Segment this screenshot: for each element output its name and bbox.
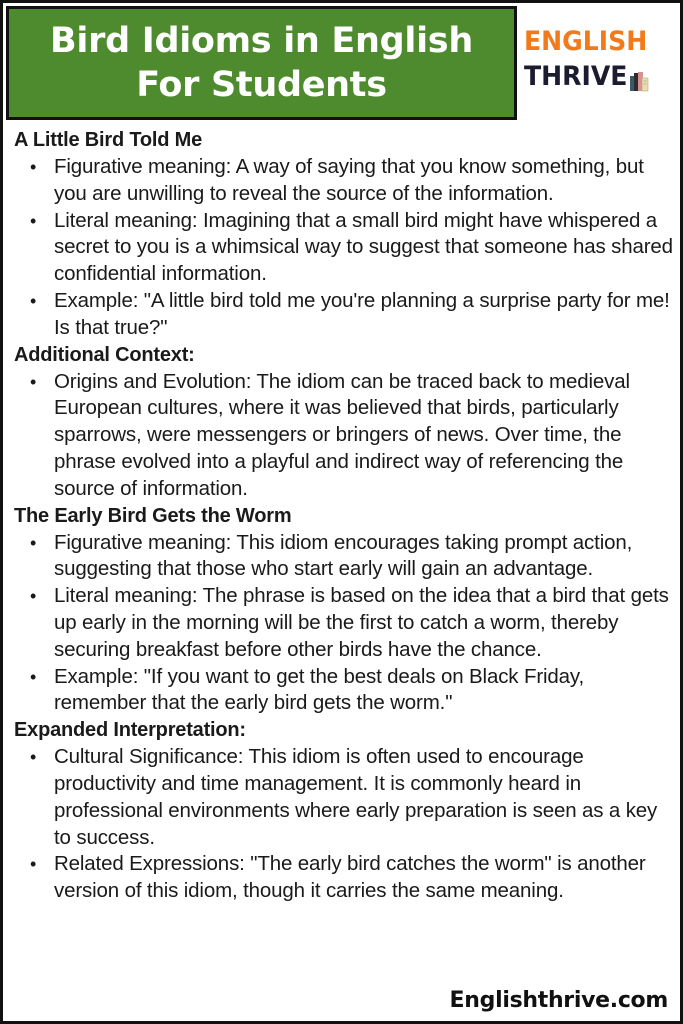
english-thrive-logo [524,25,674,105]
list-item-text: Example: "A little bird told me you're planning a surprise party for me! Is that true?" [54,288,670,339]
list-item [30,583,674,663]
list-item-text: Example: "If you want to get the best deals on Black Friday, remember that the early bird gets the worm." [54,664,585,715]
books-icon [629,66,649,88]
list-item [30,851,674,905]
section-heading: The Early Bird Gets the Worm [14,504,292,527]
list-item [30,154,674,208]
bullet-icon: • [30,210,37,231]
title-line-1: Bird Idioms in English [50,21,473,61]
bullet-list [14,744,674,905]
list-item-text: Figurative meaning: A way of saying that you know something, but you are unwilling to reveal the source of the information. [54,155,644,205]
list-item-text: Literal meaning: The phrase is based on the idea that a bird that gets up early in the morning will be the first to catch a worm, thereby securing breakfast before other birds have the chance. [54,584,669,661]
bullet-icon: • [30,586,37,607]
list-item [30,369,674,503]
content-body [14,127,674,905]
bullet-icon: • [30,290,37,311]
list-item-text: Figurative meaning: This idiom encourages taking prompt action, suggesting that those who start early will gain an advantage. [54,530,633,581]
bullet-list [14,530,674,718]
list-item [30,288,674,342]
section-heading: Additional Context: [14,343,195,366]
list-item [30,530,674,584]
logo-text-english: ENGLISH [524,26,648,57]
list-item-text: Cultural Significance: This idiom is often used to encourage productivity and time management. It is commonly heard in professional environments where early preparation is seen as a key to success. [54,745,658,849]
section-heading: Expanded Interpretation: [14,719,246,742]
bullet-icon: • [30,371,37,392]
title-line-2: For Students [136,65,387,105]
list-item [30,208,674,288]
bullet-icon: • [30,532,37,553]
website-url: Englishthrive.com [449,988,668,1013]
list-item [30,664,674,718]
logo-text-thrive: THRIVE [524,61,628,92]
list-item-text: Related Expressions: "The early bird catches the worm" is another version of this idiom, though it carries the same meaning. [54,852,646,903]
title-banner [6,6,517,120]
section-additional-context [14,342,674,503]
section-little-bird [14,127,674,342]
bullet-icon: • [30,854,37,875]
list-item [30,744,674,851]
bullet-icon: • [30,666,37,687]
list-item-text: Origins and Evolution: The idiom can be traced back to medieval European cultures, where it was believed that birds, particularly sparrows, were messengers or bringers of news. Over time, the phrase evolved into a playful and indirect way of referencing the source of information. [54,369,630,500]
bullet-list [14,154,674,342]
bullet-icon: • [30,747,37,768]
list-item-text: Literal meaning: Imagining that a small bird might have whispered a secret to you is a whimsical way to suggest that someone has shared confidential information. [54,208,673,286]
section-expanded-interpretation [14,717,674,905]
logo-row-thrive [524,59,674,95]
section-early-bird [14,503,674,718]
section-heading: A Little Bird Told Me [14,129,203,151]
bullet-list [14,369,674,503]
bullet-icon: • [30,157,37,177]
